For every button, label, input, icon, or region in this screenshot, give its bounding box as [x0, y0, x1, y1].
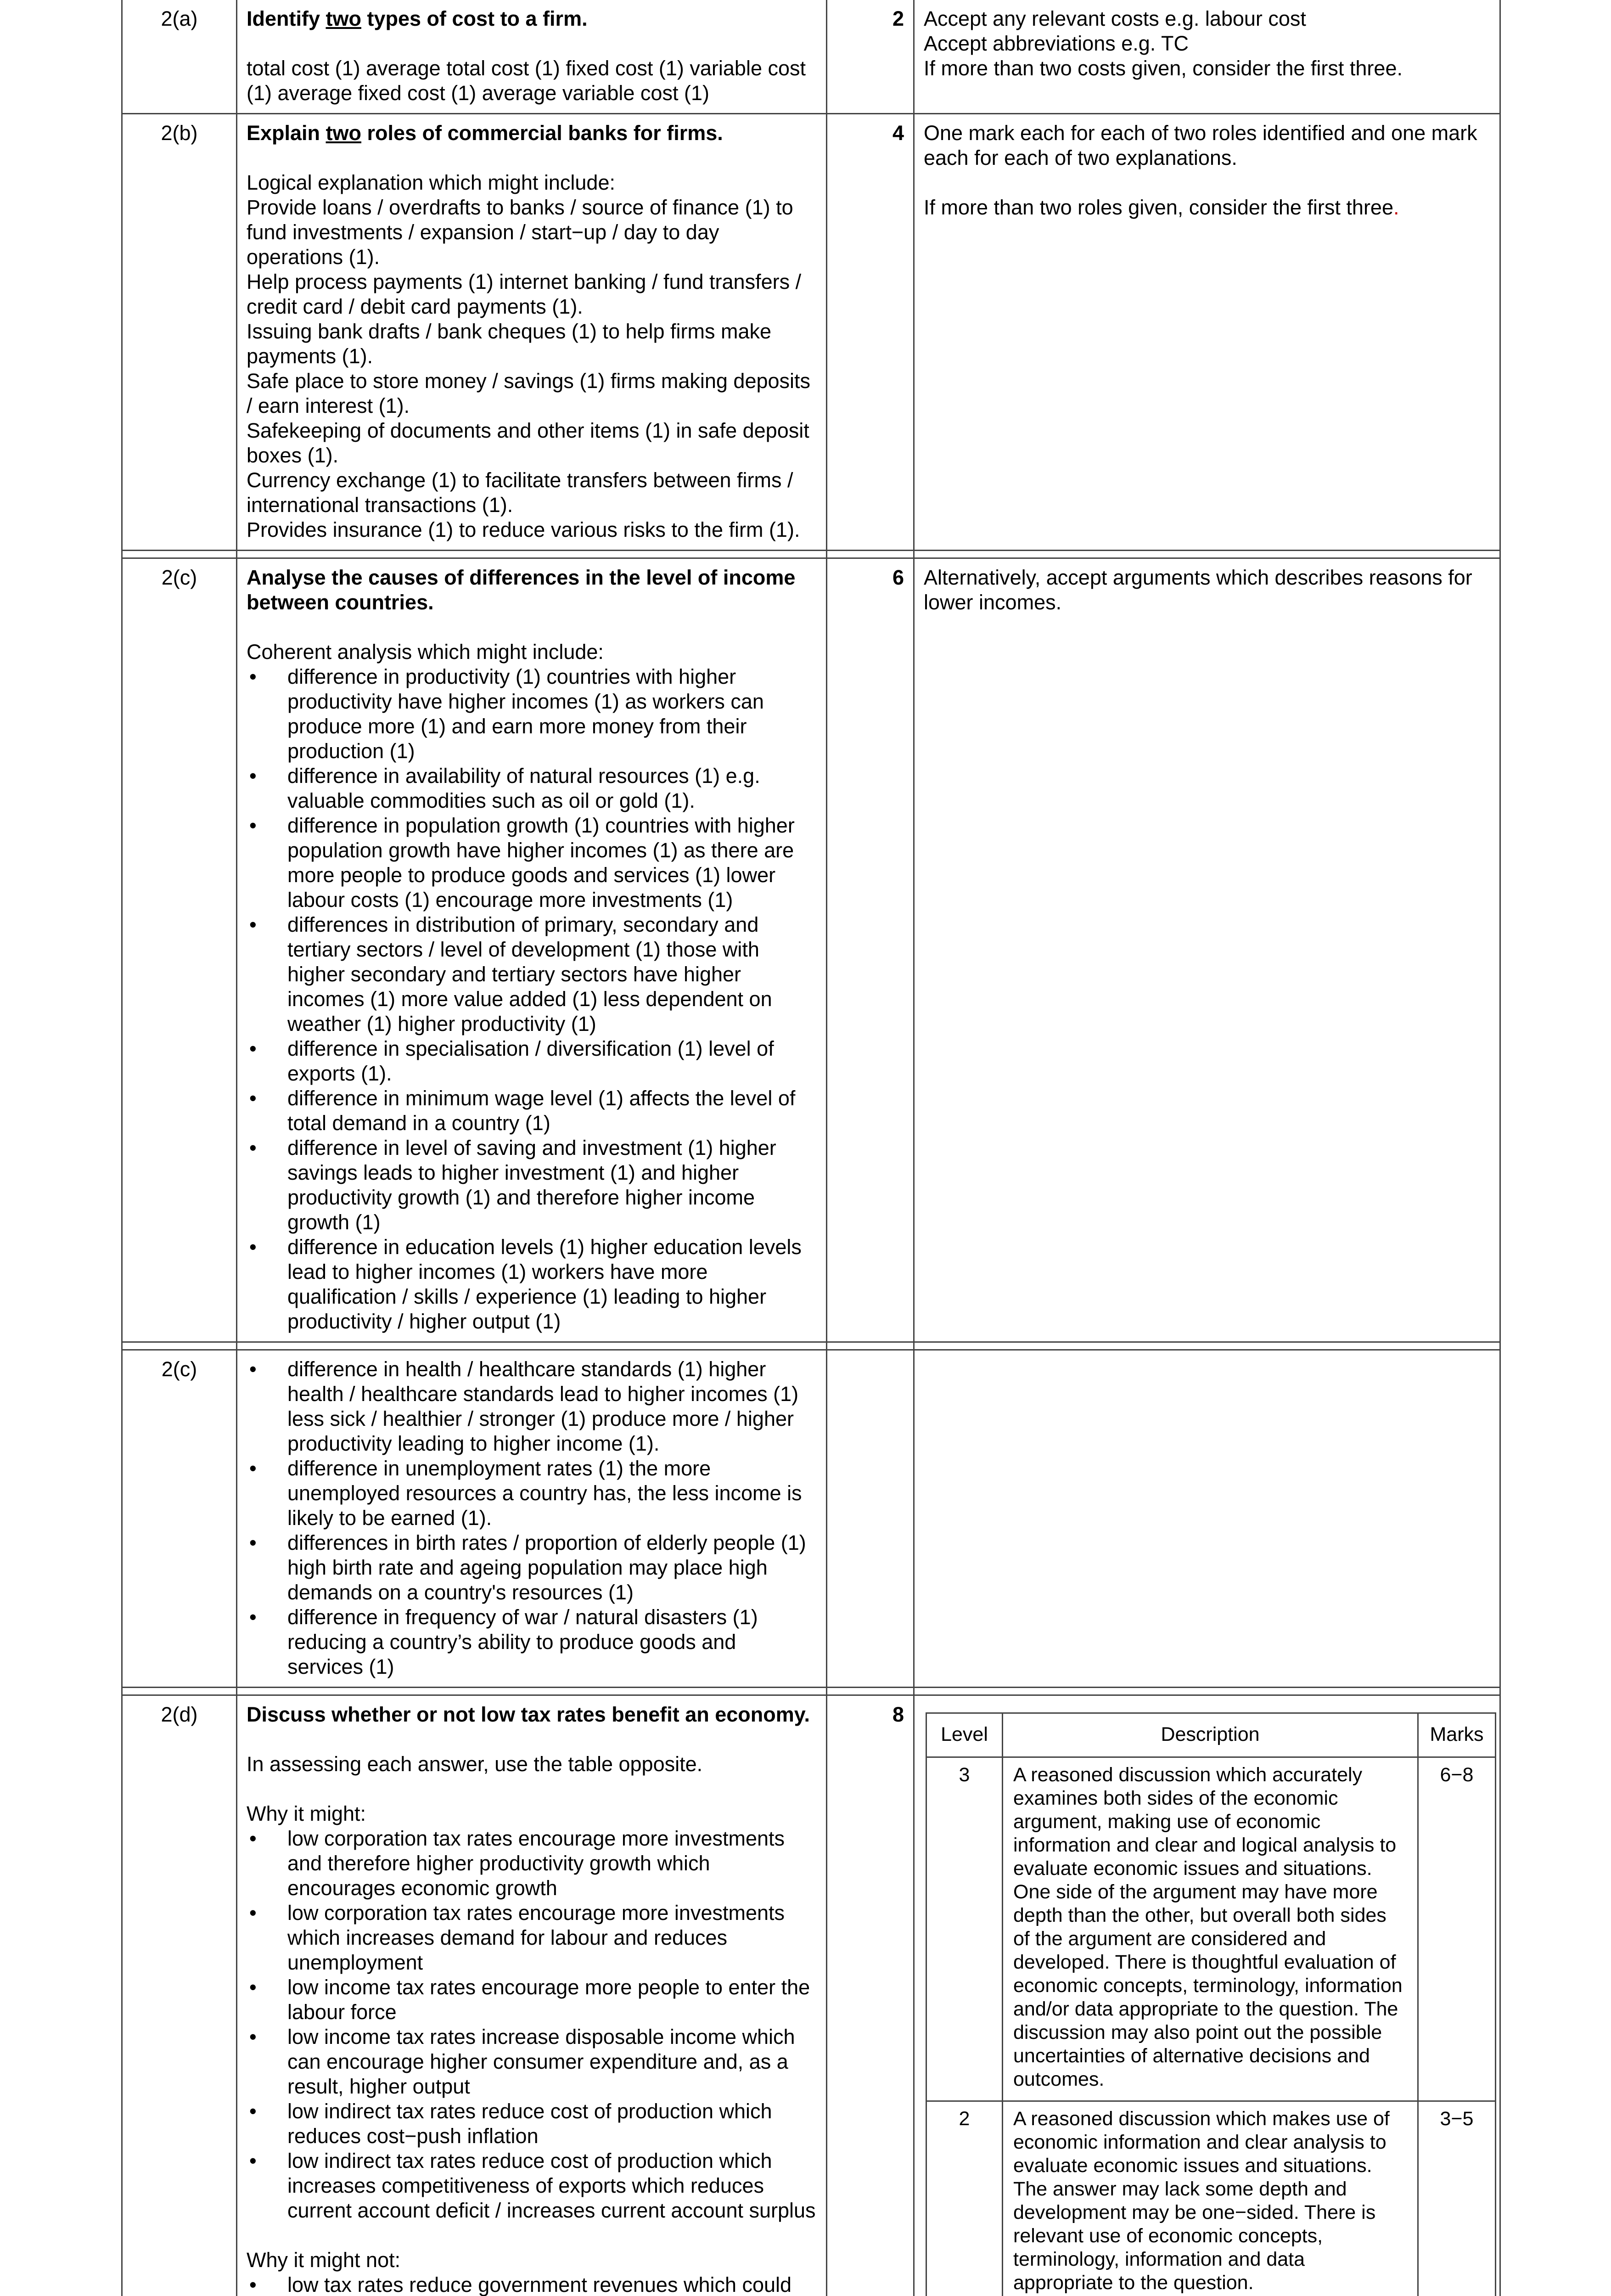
list-item: • difference in population growth (1) countries with higher population growth have higher incomes (1) as there are more people to produce goods and services (1) lower labour costs (1) encourage more investments (1) — [247, 813, 817, 912]
list-item: • difference in productivity (1) countries with higher productivity have higher incomes (1) as workers can produce more (1) and earn more money from their production (1) — [247, 664, 817, 764]
answer-text: Safekeeping of documents and other items (1) in safe deposit boxes (1). — [247, 419, 809, 467]
question-row-2a — [122, 0, 1500, 113]
guidance-line: If more than two costs given, consider the first three. — [924, 56, 1403, 80]
level-row — [926, 2101, 1496, 2296]
answer-text: Currency exchange (1) to facilitate transfers between firms / international transactions (1). — [247, 468, 793, 517]
guidance-line: Accept any relevant costs e.g. labour cost — [924, 7, 1306, 30]
question-row-2c — [122, 558, 1500, 1342]
list-item: • difference in education levels (1) higher education levels lead to higher incomes (1) workers have more qualification / skills / experience (1) leading to higher productivity / higher output (1) — [247, 1235, 817, 1334]
guidance-cell — [914, 0, 1500, 113]
answer-text: Help process payments (1) internet banking / fund transfers / credit card / debit card payments (1). — [247, 270, 802, 318]
level-table-header — [926, 1713, 1496, 1757]
level-number: 3 — [926, 1757, 1003, 2101]
marks-value: 4 — [827, 114, 914, 551]
question-prompt: Explain two roles of commercial banks for firms. — [247, 121, 723, 145]
question-prompt: Analyse the causes of differences in the level of income between countries. — [247, 566, 796, 614]
question-number: 2(d) — [122, 1695, 237, 2296]
level-description: A reasoned discussion which makes use of economic information and clear analysis to evaluate economic issues and situations. The answer may lack some depth and development may be one−sided. There is relevant use of economic concepts, terminology, information and data appropriate to the question. — [1003, 2101, 1418, 2296]
answer-cell — [237, 1695, 827, 2296]
answer-text: total cost (1) average total cost (1) fixed cost (1) variable cost (1) average fixed cost (1) average variable cost (1) — [247, 56, 806, 105]
answer-intro: Coherent analysis which might include: — [247, 640, 604, 664]
guidance-cell — [914, 114, 1500, 551]
guidance-cell — [914, 1350, 1500, 1688]
row-separator — [122, 1688, 1500, 1695]
question-prompt: Identify two types of cost to a firm. — [247, 7, 588, 30]
guidance-line: If more than two roles given, consider the first three. — [924, 196, 1399, 219]
guidance-line: Accept abbreviations e.g. TC — [924, 32, 1189, 55]
guidance-line: Alternatively, accept arguments which describes reasons for lower incomes. — [924, 566, 1472, 614]
bullet-list — [247, 1357, 817, 1679]
guidance-line: One mark each for each of two roles identified and one mark each for each of two explanations. — [924, 121, 1477, 169]
bullet-list — [247, 664, 817, 1334]
question-row-2b — [122, 114, 1500, 551]
level-description: A reasoned discussion which accurately examines both sides of the economic argument, making use of economic information and clear and logical analysis to evaluate economic issues and situations. One side of the argument may have more depth than the other, but overall both sides of the argument are considered and developed. There is thoughtful evaluation of economic concepts, terminology, information and/or data appropriate to the question. The discussion may also point out the possible uncertainties of alternative decisions and outcomes. — [1003, 1757, 1418, 2101]
mark-scheme-sheet — [121, 0, 1499, 2296]
marks-value: 8 — [827, 1695, 914, 2296]
list-item: • low corporation tax rates encourage more investments which increases demand for labour and reduces unemployment — [247, 1901, 817, 1975]
mark-scheme-table — [121, 0, 1501, 2296]
why-heading: Why it might: — [247, 1802, 366, 1825]
level-row — [926, 1757, 1496, 2101]
list-item: • differences in distribution of primary, secondary and tertiary sectors / level of development (1) those with higher secondary and tertiary sectors have higher incomes (1) more value added (1) less dependent on weather (1) higher productivity (1) — [247, 912, 817, 1036]
list-item: • difference in availability of natural resources (1) e.g. valuable commodities such as oil or gold (1). — [247, 764, 817, 813]
level-header: Level — [926, 1713, 1003, 1757]
guidance-cell — [914, 558, 1500, 1342]
marks-value — [827, 1350, 914, 1688]
question-row-2d — [122, 1695, 1500, 2296]
question-prompt: Discuss whether or not low tax rates benefit an economy. — [247, 1703, 810, 1726]
list-item: • low indirect tax rates reduce cost of production which reduces cost−push inflation — [247, 2099, 817, 2149]
marks-header: Marks — [1418, 1713, 1496, 1757]
question-number: 2(b) — [122, 114, 237, 551]
description-header: Description — [1003, 1713, 1418, 1757]
list-item: • difference in frequency of war / natural disasters (1) reducing a country’s ability to produce goods and services (1) — [247, 1605, 817, 1679]
list-item: • difference in level of saving and investment (1) higher savings leads to higher investment (1) and higher productivity growth (1) and therefore higher income growth (1) — [247, 1136, 817, 1235]
marks-value: 6 — [827, 558, 914, 1342]
answer-text: Safe place to store money / savings (1) firms making deposits / earn interest (1). — [247, 369, 811, 417]
list-item: • difference in minimum wage level (1) affects the level of total demand in a country (1) — [247, 1086, 817, 1136]
list-item: • low income tax rates increase disposable income which can encourage higher consumer expenditure and, as a result, higher output — [247, 2025, 817, 2099]
answer-cell — [237, 0, 827, 113]
answer-intro: Logical explanation which might include: — [247, 171, 615, 194]
list-item: • low corporation tax rates encourage more investments and therefore higher productivity growth which encourages economic growth — [247, 1826, 817, 1901]
list-item: • difference in unemployment rates (1) the more unemployed resources a country has, the less income is likely to be earned (1). — [247, 1456, 817, 1531]
question-number: 2(a) — [122, 0, 237, 113]
marks-value: 2 — [827, 0, 914, 113]
bullet-list — [247, 1826, 817, 2223]
list-item: • low income tax rates encourage more people to enter the labour force — [247, 1975, 817, 2025]
answer-text: Issuing bank drafts / bank cheques (1) to help firms make payments (1). — [247, 320, 772, 368]
level-number: 2 — [926, 2101, 1003, 2296]
level-descriptor-table — [926, 1712, 1496, 2296]
level-marks: 3−5 — [1418, 2101, 1496, 2296]
answer-cell — [237, 114, 827, 551]
answer-intro: In assessing each answer, use the table opposite. — [247, 1752, 703, 1776]
answer-text: Provides insurance (1) to reduce various risks to the firm (1). — [247, 518, 800, 541]
question-number: 2(c) — [122, 558, 237, 1342]
answer-cell — [237, 1350, 827, 1688]
answer-cell — [237, 558, 827, 1342]
question-row-2c-continued — [122, 1350, 1500, 1688]
list-item: • low indirect tax rates reduce cost of production which increases competitiveness of exports which reduces current account deficit / increases current account surplus — [247, 2149, 817, 2223]
list-item: • difference in health / healthcare standards (1) higher health / healthcare standards lead to higher incomes (1) less sick / healthier / stronger (1) produce more / higher productivity leading to higher income (1). — [247, 1357, 817, 1456]
bullet-list — [247, 2273, 817, 2296]
why-not-heading: Why it might not: — [247, 2248, 401, 2272]
level-marks: 6−8 — [1418, 1757, 1496, 2101]
row-separator — [122, 1342, 1500, 1350]
list-item: • difference in specialisation / diversification (1) level of exports (1). — [247, 1036, 817, 1086]
row-separator — [122, 551, 1500, 558]
list-item: • differences in birth rates / proportion of elderly people (1) high birth rate and ageing population may place high demands on a country's resources (1) — [247, 1531, 817, 1605]
guidance-cell — [914, 1695, 1500, 2296]
list-item: • low tax rates reduce government revenues which could — [247, 2273, 817, 2296]
answer-text: Provide loans / overdrafts to banks / source of finance (1) to fund investments / expansion / start−up / day to day operations (1). — [247, 196, 793, 269]
question-number: 2(c) — [122, 1350, 237, 1688]
